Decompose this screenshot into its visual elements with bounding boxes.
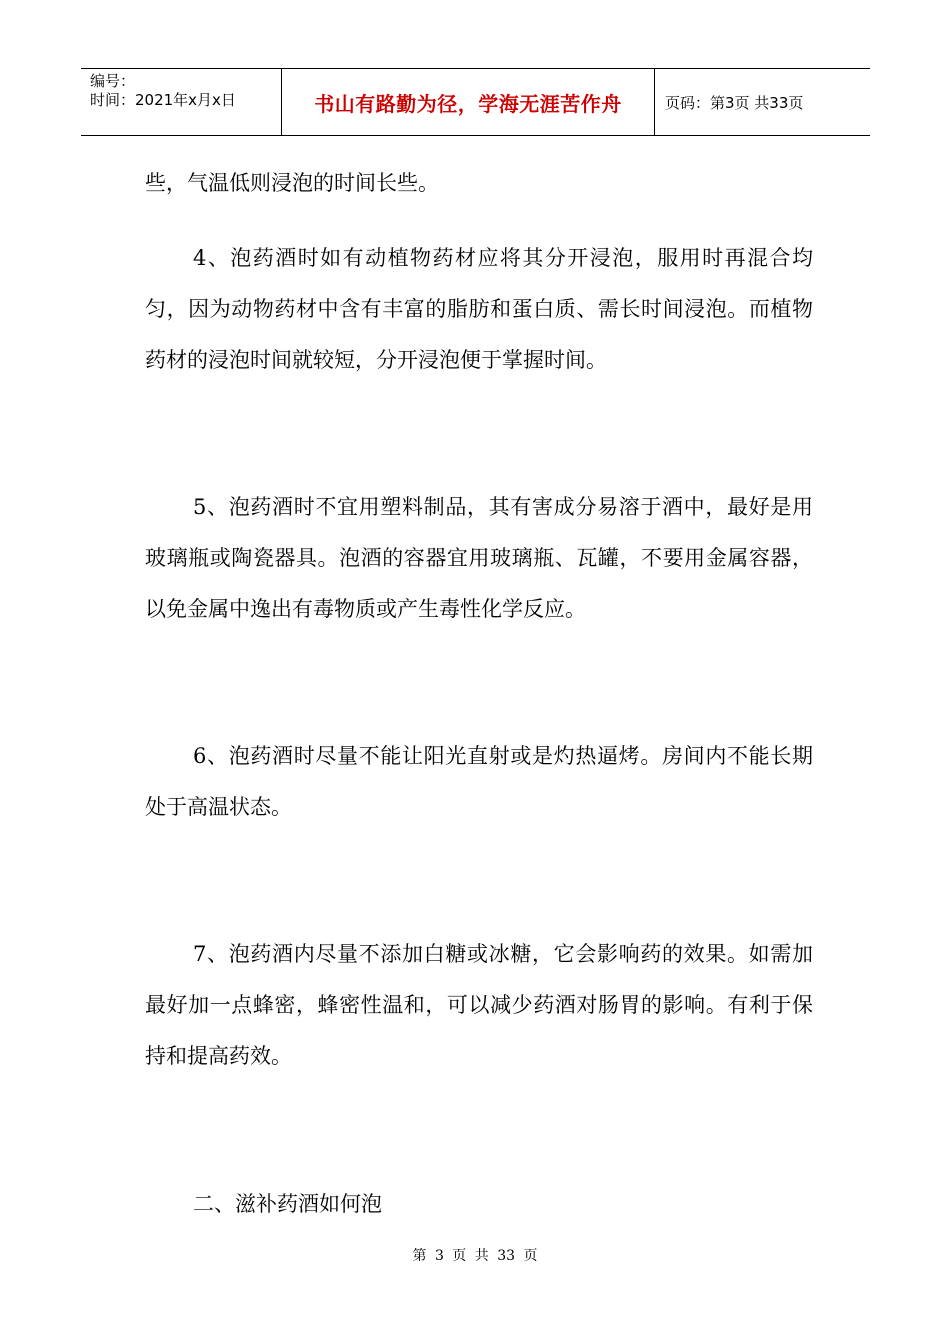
paragraph-item-7: 7、泡药酒内尽量不添加白糖或冰糖，它会影响药的效果。如需加最好加一点蜂密，蜂密性温和，可以减少药酒对肠胃的影响。有利于保持和提高药效。 [145,942,813,1068]
document-number-label: 编号： [90,72,136,90]
paragraph-continuation: 些，气温低则浸泡的时间长些。 [145,171,439,195]
section-heading: 二、滋补药酒如何泡 [193,1192,382,1216]
paragraph-item-4: 4、泡药酒时如有动植物药材应将其分开浸泡，服用时再混合均匀，因为动物药材中含有丰富的脂肪和蛋白质、需长时间浸泡。而植物药材的浸泡时间就较短，分开浸泡便于掌握时间。 [145,246,813,372]
header-motto: 书山有路勤为径，学海无涯苦作舟 [314,91,622,116]
header-motto-cell [282,69,655,135]
header-meta-cell [81,69,282,135]
header-page-cell [655,69,870,135]
page-footer: 第 3 页 共 33 页 [412,1248,538,1264]
paragraph-item-5: 5、泡药酒时不宜用塑料制品，其有害成分易溶于酒中，最好是用玻璃瓶或陶瓷器具。泡酒的容器宜用玻璃瓶、瓦罐，不要用金属容器，以免金属中逸出有毒物质或产生毒性化学反应。 [145,495,813,621]
paragraph-item-6: 6、泡药酒时尽量不能让阳光直射或是灼热逼烤。房间内不能长期处于高温状态。 [145,744,813,819]
document-date-label: 时间：2021年x月x日 [90,91,236,109]
document-header [81,68,870,136]
header-page-info: 页码：第3页 共33页 [665,93,804,112]
